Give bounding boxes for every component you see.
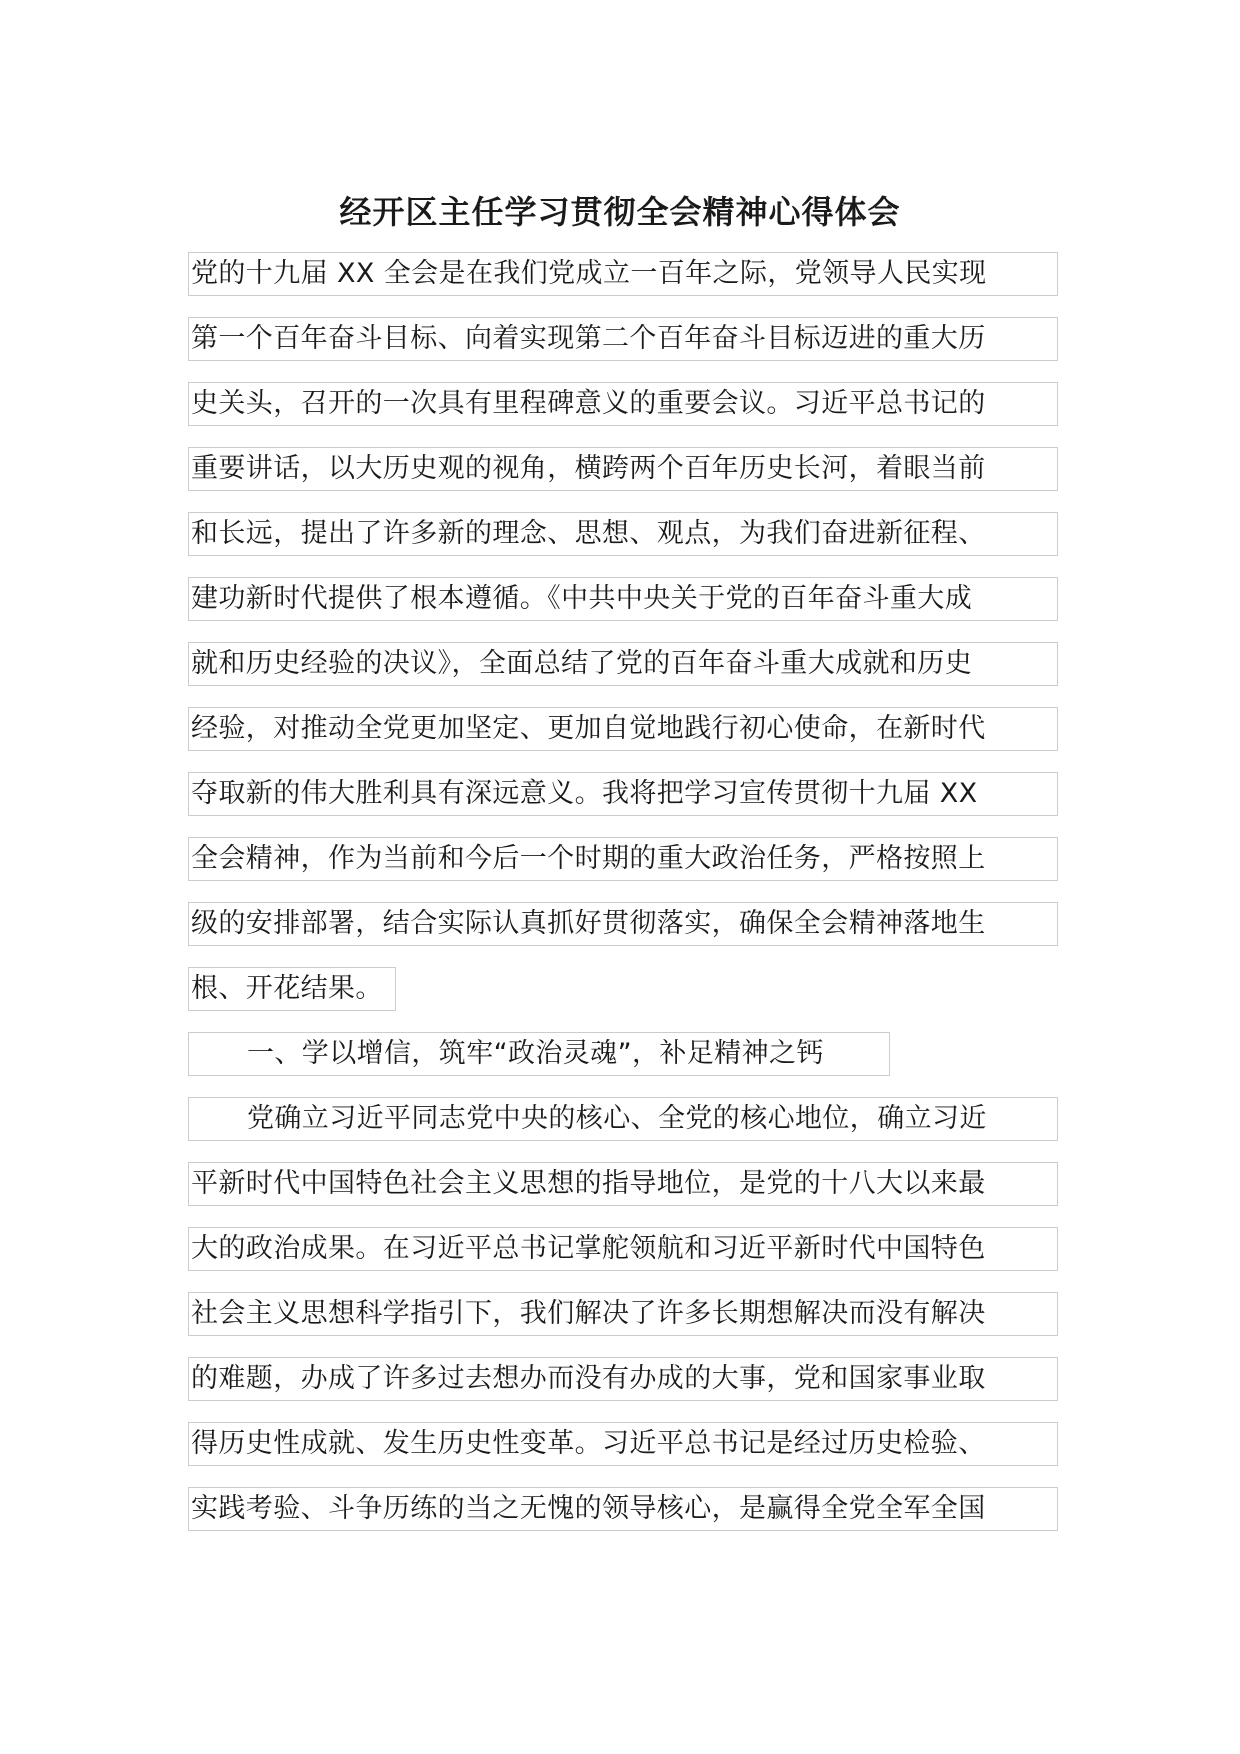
text-line: 全会精神，作为当前和今后一个时期的重大政治任务，严格按照上 — [188, 837, 1058, 881]
text-line: 建功新时代提供了根本遵循。《中共中央关于党的百年奋斗重大成 — [188, 577, 1058, 621]
text-line: 党的十九届 XX 全会是在我们党成立一百年之际，党领导人民实现 — [188, 252, 1058, 296]
text-line: 实践考验、斗争历练的当之无愧的领导核心，是赢得全党全军全国 — [188, 1487, 1058, 1531]
text-line: 社会主义思想科学指引下，我们解决了许多长期想解决而没有解决 — [188, 1292, 1058, 1336]
text-line: 史关头，召开的一次具有里程碑意义的重要会议。习近平总书记的 — [188, 382, 1058, 426]
text-line: 夺取新的伟大胜利具有深远意义。我将把学习宣传贯彻十九届 XX — [188, 772, 1058, 816]
text-line: 级的安排部署，结合实际认真抓好贯彻落实，确保全会精神落地生 — [188, 902, 1058, 946]
text-line: 和长远，提出了许多新的理念、思想、观点，为我们奋进新征程、 — [188, 512, 1058, 556]
text-line: 第一个百年奋斗目标、向着实现第二个百年奋斗目标迈进的重大历 — [188, 317, 1058, 361]
text-line: 平新时代中国特色社会主义思想的指导地位，是党的十八大以来最 — [188, 1162, 1058, 1206]
text-line: 经验，对推动全党更加坚定、更加自觉地践行初心使命，在新时代 — [188, 707, 1058, 751]
text-line: 得历史性成就、发生历史性变革。习近平总书记是经过历史检验、 — [188, 1422, 1058, 1466]
document-title: 经开区主任学习贯彻全会精神心得体会 — [339, 193, 901, 231]
text-line: 根、开花结果。 — [188, 967, 396, 1011]
text-line: 党确立习近平同志党中央的核心、全党的核心地位，确立习近 — [188, 1097, 1058, 1141]
text-line: 大的政治成果。在习近平总书记掌舵领航和习近平新时代中国特色 — [188, 1227, 1058, 1271]
document-body — [188, 252, 1058, 1552]
text-line: 就和历史经验的决议》，全面总结了党的百年奋斗重大成就和历史 — [188, 642, 1058, 686]
section-heading: 一、学以增信，筑牢“政治灵魂”，补足精神之钙 — [188, 1032, 890, 1076]
text-line: 重要讲话，以大历史观的视角，横跨两个百年历史长河，着眼当前 — [188, 447, 1058, 491]
text-line: 的难题，办成了许多过去想办而没有办成的大事，党和国家事业取 — [188, 1357, 1058, 1401]
